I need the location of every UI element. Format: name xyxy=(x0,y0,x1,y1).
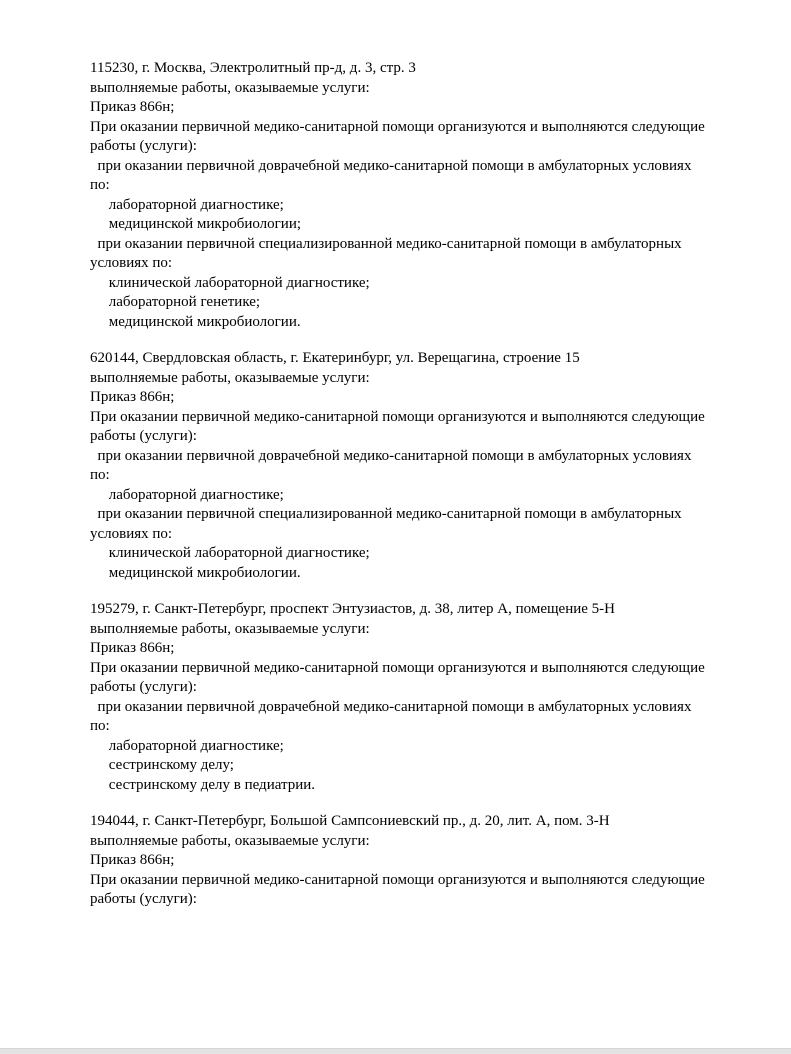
block-lines xyxy=(90,79,761,333)
text-line: условиях по: xyxy=(90,255,173,271)
text-line: по: xyxy=(90,467,110,483)
text-line: клинической лабораторной диагностике; xyxy=(90,274,370,291)
text-line: условиях по: xyxy=(90,525,173,542)
text-line: медицинской микробиологии. xyxy=(90,564,301,581)
text-line: лабораторной генетике; xyxy=(90,294,261,310)
address-line: 620144, Свердловская область, г. Екатеринбург, ул. Верещагина, строение 15 xyxy=(90,350,580,366)
text-line: выполняемые работы, оказываемые услуги: xyxy=(90,79,370,96)
text-line: Приказ 866н; xyxy=(90,640,175,656)
license-address-block xyxy=(90,812,761,910)
text-line: лабораторной диагностике; xyxy=(90,196,284,213)
address-line: 115230, г. Москва, Электролитный пр-д, д. 3, стр. 3 xyxy=(90,60,416,76)
text-line: При оказании первичной медико-санитарной помощи организуются и выполняются следующие xyxy=(90,118,705,135)
text-line: сестринскому делу; xyxy=(90,757,234,773)
text-line: выполняемые работы, оказываемые услуги: xyxy=(90,620,370,637)
text-line: При оказании первичной медико-санитарной помощи организуются и выполняются следующие xyxy=(90,408,705,425)
text-line: Приказ 866н; xyxy=(90,99,175,115)
text-line: лабораторной диагностике; xyxy=(90,737,284,754)
address-line: 195279, г. Санкт-Петербург, проспект Энтузиастов, д. 38, литер А, помещение 5-Н xyxy=(90,601,615,617)
block-lines xyxy=(90,369,761,584)
text-line: Приказ 866н; xyxy=(90,389,175,405)
text-line: при оказании первичной специализированной медико-санитарной помощи в амбулаторных xyxy=(90,506,682,522)
license-address-block xyxy=(90,59,761,332)
text-line: лабораторной диагностике; xyxy=(90,486,284,503)
text-line: по: xyxy=(90,718,110,734)
address-line: 194044, г. Санкт-Петербург, Большой Сампсониевский пр., д. 20, лит. А, пом. 3-Н xyxy=(90,813,610,829)
text-line: медицинской микробиологии. xyxy=(90,313,301,330)
block-lines xyxy=(90,832,761,910)
text-line: выполняемые работы, оказываемые услуги: xyxy=(90,832,370,849)
license-address-block xyxy=(90,600,761,795)
text-line: при оказании первичной специализированной медико-санитарной помощи в амбулаторных xyxy=(90,235,682,252)
text-line: при оказании первичной доврачебной медико-санитарной помощи в амбулаторных условиях xyxy=(90,157,692,174)
text-line: выполняемые работы, оказываемые услуги: xyxy=(90,369,370,386)
text-line: При оказании первичной медико-санитарной помощи организуются и выполняются следующие xyxy=(90,659,705,676)
text-line: работы (услуги): xyxy=(90,891,197,907)
text-line: работы (услуги): xyxy=(90,138,197,154)
text-line: При оказании первичной медико-санитарной помощи организуются и выполняются следующие xyxy=(90,871,705,888)
page-bottom-edge xyxy=(0,1048,791,1054)
text-line: по: xyxy=(90,177,110,193)
block-lines xyxy=(90,620,761,796)
license-address-block xyxy=(90,349,761,583)
text-line: сестринскому делу в педиатрии. xyxy=(90,776,316,793)
text-line: при оказании первичной доврачебной медико-санитарной помощи в амбулаторных условиях xyxy=(90,698,692,715)
text-line: работы (услуги): xyxy=(90,679,197,695)
text-line: Приказ 866н; xyxy=(90,852,175,868)
text-line: медицинской микробиологии; xyxy=(90,216,302,232)
text-line: при оказании первичной доврачебной медико-санитарной помощи в амбулаторных условиях xyxy=(90,447,692,464)
text-line: клинической лабораторной диагностике; xyxy=(90,545,370,561)
text-line: работы (услуги): xyxy=(90,428,197,444)
